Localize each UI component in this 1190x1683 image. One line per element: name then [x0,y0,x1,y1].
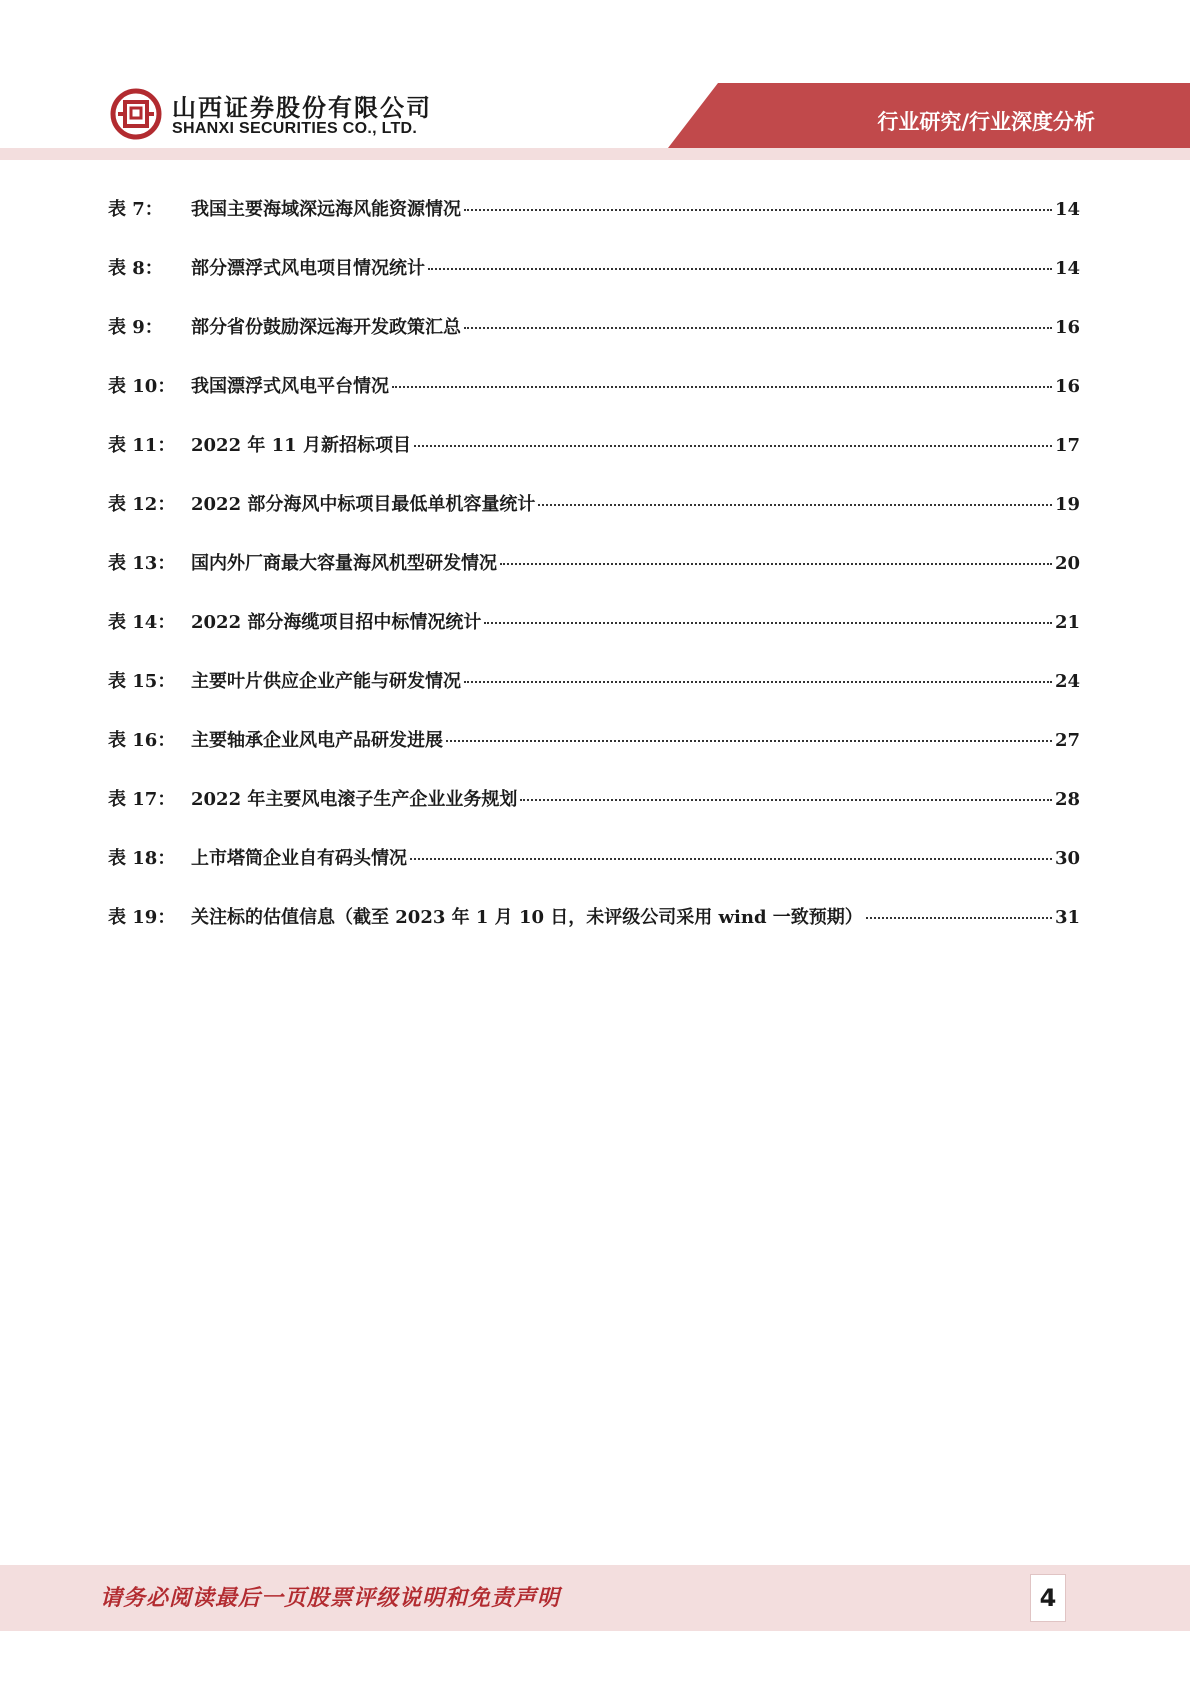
footer-disclaimer: 请务必阅读最后一页股票评级说明和免责声明 [100,1585,561,1611]
toc-entry-table-10[interactable] [108,372,1080,431]
company-logo-icon [110,88,162,140]
toc-page-number: 28 [1054,789,1080,810]
table-of-contents [108,195,1080,962]
toc-leader-dots [464,327,1052,329]
toc-entry-table-19[interactable] [108,903,1080,962]
toc-label: 表 7： [108,199,163,220]
toc-leader-dots [464,209,1052,211]
toc-leader-dots [866,917,1052,919]
toc-label: 表 11： [108,435,176,456]
toc-label: 表 12： [108,494,176,515]
toc-label: 表 10： [108,376,176,397]
toc-label: 表 15： [108,671,176,692]
toc-page-number: 30 [1054,848,1080,869]
toc-label: 表 8： [108,258,163,279]
toc-entry-table-18[interactable] [108,844,1080,903]
toc-label: 表 19： [108,907,176,928]
toc-leader-dots [392,386,1052,388]
toc-title: 2022 部分海缆项目招中标情况统计 [191,612,482,633]
toc-label: 表 13： [108,553,176,574]
toc-leader-dots [484,622,1052,624]
toc-title: 上市塔筒企业自有码头情况 [191,848,407,869]
toc-label: 表 16： [108,730,176,751]
toc-leader-dots [410,858,1052,860]
toc-entry-table-9[interactable] [108,313,1080,372]
toc-page-number: 27 [1054,730,1080,751]
toc-title: 关注标的估值信息（截至 2023 年 1 月 10 日，未评级公司采用 wind 一致预期） [191,907,863,928]
toc-page-number: 16 [1054,317,1080,338]
toc-entry-table-11[interactable] [108,431,1080,490]
toc-title: 部分省份鼓励深远海开发政策汇总 [191,317,461,338]
toc-title: 我国主要海域深远海风能资源情况 [191,199,461,220]
toc-label: 表 17： [108,789,176,810]
section-label: 行业研究/行业深度分析 [877,110,1095,134]
toc-page-number: 31 [1054,907,1080,928]
toc-leader-dots [500,563,1052,565]
toc-title: 国内外厂商最大容量海风机型研发情况 [191,553,497,574]
toc-leader-dots [464,681,1052,683]
toc-page-number: 20 [1054,553,1080,574]
toc-entry-table-16[interactable] [108,726,1080,785]
toc-page-number: 21 [1054,612,1080,633]
toc-leader-dots [446,740,1052,742]
toc-page-number: 14 [1054,258,1080,279]
toc-page-number: 24 [1054,671,1080,692]
page-header [0,0,1190,160]
toc-entry-table-7[interactable] [108,195,1080,254]
toc-label: 表 14： [108,612,176,633]
toc-page-number: 16 [1054,376,1080,397]
toc-entry-table-17[interactable] [108,785,1080,844]
toc-title: 2022 年 11 月新招标项目 [191,435,411,456]
toc-page-number: 19 [1054,494,1080,515]
toc-title: 我国漂浮式风电平台情况 [191,376,389,397]
toc-leader-dots [520,799,1052,801]
toc-page-number: 17 [1054,435,1080,456]
toc-entry-table-12[interactable] [108,490,1080,549]
toc-title: 主要叶片供应企业产能与研发情况 [191,671,461,692]
toc-title: 主要轴承企业风电产品研发进展 [191,730,443,751]
toc-leader-dots [414,445,1052,447]
toc-leader-dots [538,504,1052,506]
toc-label: 表 9： [108,317,163,338]
company-name-en: SHANXI SECURITIES CO., LTD. [172,120,418,137]
toc-entry-table-8[interactable] [108,254,1080,313]
page-number: 4 [1030,1574,1066,1622]
toc-page-number: 14 [1054,199,1080,220]
toc-entry-table-13[interactable] [108,549,1080,608]
toc-leader-dots [428,268,1052,270]
toc-entry-table-14[interactable] [108,608,1080,667]
toc-label: 表 18： [108,848,176,869]
toc-entry-table-15[interactable] [108,667,1080,726]
company-name-cn: 山西证券股份有限公司 [172,94,432,122]
toc-title: 部分漂浮式风电项目情况统计 [191,258,425,279]
toc-title: 2022 部分海风中标项目最低单机容量统计 [191,494,536,515]
toc-title: 2022 年主要风电滚子生产企业业务规划 [191,789,518,810]
